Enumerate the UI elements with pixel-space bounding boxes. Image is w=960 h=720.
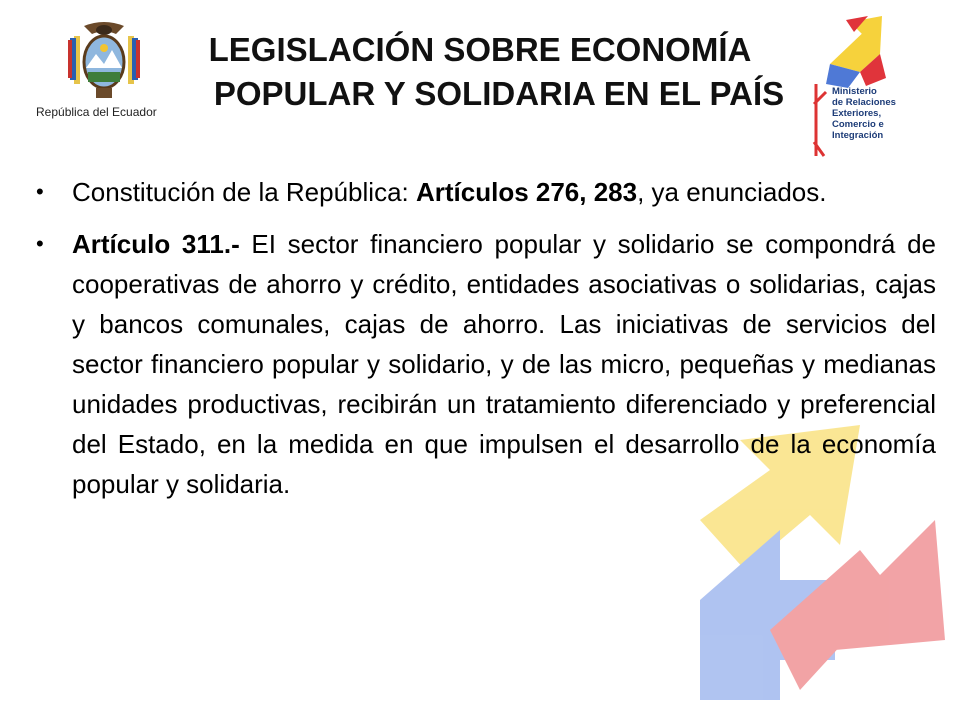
title-line-1: LEGISLACIÓN SOBRE ECONOMÍA [208,31,752,68]
ministry-name [832,86,922,141]
bullet-bold-2: Artículo 311.- [72,229,240,259]
bullet-dot-icon: • [36,179,44,204]
bullet-text-1a: Constitución de la República: [72,177,416,207]
slide-header [0,0,960,141]
bullet-dot-icon: • [36,231,44,256]
ecuador-coat-of-arms-icon [66,20,142,102]
bullet-item [36,172,936,212]
slide-title [160,28,800,116]
bullet-bold-1: Artículos 276, 283 [415,177,638,207]
bullet-list [36,172,936,504]
ministry-line-1: Ministerio [832,86,877,97]
country-caption: República del Ecuador [36,105,157,119]
ministry-line-3: Comercio e Integración [832,119,884,141]
title-line-2: POPULAR Y SOLIDARIA EN EL PAÍS [213,75,785,112]
bullet-text-2: EI sector financiero popular y solidario se compondrá de cooperativas de ahorro y crédito, entidades asociativas o solidarias, cajas y bancos comunales, cajas de ahorro. Las iniciativas de servicios del sector financiero popular y solidario, y de las micro, pequeñas y medianas unidades productivas, recibirán un tratamiento diferenciado y preferencial del Estado, en la medida en que impulsen el desarrollo de la economía popular y solidaria. [72,229,936,499]
bullet-item [36,224,936,504]
ministry-line-2: de Relaciones Exteriores, [832,97,896,119]
bullet-text-1b: , ya enunciados. [637,177,827,207]
slide-body [36,172,936,516]
